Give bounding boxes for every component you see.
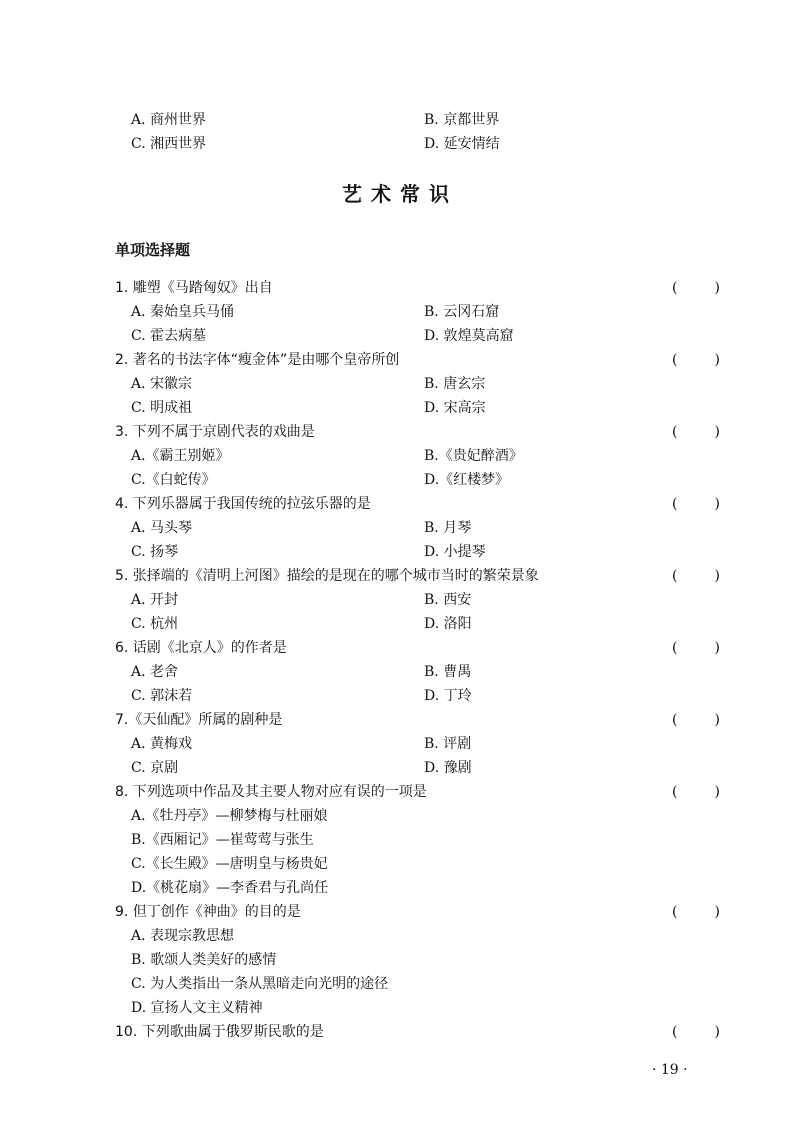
option-d: D. 小提琴 (424, 544, 486, 560)
option-d: D. 豫剧 (424, 760, 472, 776)
question-row: 3. 下列不属于京剧代表的戏曲是 ( ) (0, 420, 800, 444)
option-d: D. 宣扬人文主义精神 (131, 1000, 263, 1016)
option-c: C. 杭州 (131, 616, 179, 632)
option-row (0, 660, 800, 684)
option-row (0, 516, 800, 540)
option-row (0, 588, 800, 612)
option-row (0, 444, 800, 468)
option-row (0, 324, 800, 348)
option-c: C. 京剧 (131, 760, 179, 776)
question-row: 7.《天仙配》所属的剧种是 ( ) (0, 708, 800, 732)
option-c: C. 明成祖 (131, 400, 193, 416)
option-d: D. 丁玲 (424, 688, 472, 704)
option-c: C.《白蛇传》 (131, 472, 216, 488)
question-stem: 7.《天仙配》所属的剧种是 (115, 712, 283, 728)
option-row (0, 684, 800, 708)
subsection-title: 单项选择题 (115, 241, 191, 259)
option-d: D. 延安情结 (424, 136, 500, 152)
option-b: B. 月琴 (424, 520, 472, 536)
option-b: B.《贵妃醉酒》 (424, 448, 523, 464)
question-stem: 3. 下列不属于京剧代表的戏曲是 (115, 424, 315, 440)
option-d: D. 宋高宗 (424, 400, 486, 416)
question-row: 6. 话剧《北京人》的作者是 ( ) (0, 636, 800, 660)
option-a: A.《牡丹亭》—柳梦梅与杜丽娘 (131, 808, 328, 824)
prev-option-row (0, 132, 800, 156)
question-stem: 5. 张择端的《清明上河图》描绘的是现在的哪个城市当时的繁荣景象 (115, 568, 539, 584)
option-a: A. 表现宗教思想 (131, 928, 235, 944)
question-row: 10. 下列歌曲属于俄罗斯民歌的是 ( ) (0, 1020, 800, 1044)
option-d: D. 洛阳 (424, 616, 472, 632)
option-row (0, 612, 800, 636)
question-row: 1. 雕塑《马踏匈奴》出自 ( ) (0, 276, 800, 300)
question-row: 8. 下列选项中作品及其主要人物对应有误的一项是 ( ) (0, 780, 800, 804)
option-row (0, 372, 800, 396)
option-a: A. 开封 (131, 592, 179, 608)
option-c: C. 为人类指出一条从黑暗走向光明的途径 (131, 976, 389, 992)
option-a: A.《霸王别姬》 (131, 448, 230, 464)
option-b: B. 歌颂人类美好的感情 (131, 952, 277, 968)
option-d: D.《桃花扇》—李香君与孔尚任 (131, 880, 329, 896)
option-a: A. 宋徽宗 (131, 376, 193, 392)
option-d: D.《红楼梦》 (424, 472, 510, 488)
option-b: B. 西安 (424, 592, 472, 608)
question-stem: 4. 下列乐器属于我国传统的拉弦乐器的是 (115, 496, 371, 512)
option-c: C.《长生殿》—唐明皇与杨贵妃 (131, 856, 328, 872)
option-a: A. 商州世界 (131, 112, 207, 128)
option-c: C. 霍去病墓 (131, 328, 207, 344)
option-a: A. 黄梅戏 (131, 736, 193, 752)
option-a: A. 老舍 (131, 664, 179, 680)
question-stem: 10. 下列歌曲属于俄罗斯民歌的是 (115, 1024, 324, 1040)
option-row (0, 396, 800, 420)
option-c: C. 湘西世界 (131, 136, 207, 152)
question-row: 4. 下列乐器属于我国传统的拉弦乐器的是 ( ) (0, 492, 800, 516)
option-b: B. 云冈石窟 (424, 304, 500, 320)
option-c: C. 扬琴 (131, 544, 179, 560)
option-row (0, 540, 800, 564)
question-stem: 9. 但丁创作《神曲》的目的是 (115, 904, 301, 920)
option-b: B. 京都世界 (424, 112, 500, 128)
page-number: · 19 · (652, 1062, 688, 1078)
question-row: 9. 但丁创作《神曲》的目的是 ( ) (0, 900, 800, 924)
question-row: 5. 张择端的《清明上河图》描绘的是现在的哪个城市当时的繁荣景象 ( ) (0, 564, 800, 588)
option-row (0, 468, 800, 492)
prev-option-row (0, 108, 800, 132)
section-title: 艺术常识 (342, 182, 458, 206)
option-row (0, 732, 800, 756)
question-stem: 2. 著名的书法字体“瘦金体”是由哪个皇帝所创 (115, 352, 400, 368)
option-row (0, 300, 800, 324)
option-b: B. 唐玄宗 (424, 376, 486, 392)
option-a: A. 秦始皇兵马俑 (131, 304, 235, 320)
option-b: B.《西厢记》—崔莺莺与张生 (131, 832, 314, 848)
question-stem: 8. 下列选项中作品及其主要人物对应有误的一项是 (115, 784, 427, 800)
option-b: B. 曹禺 (424, 664, 472, 680)
question-stem: 6. 话剧《北京人》的作者是 (115, 640, 287, 656)
option-b: B. 评剧 (424, 736, 472, 752)
option-row (0, 756, 800, 780)
option-a: A. 马头琴 (131, 520, 193, 536)
option-c: C. 郭沫若 (131, 688, 193, 704)
question-stem: 1. 雕塑《马踏匈奴》出自 (115, 280, 273, 296)
question-row: 2. 著名的书法字体“瘦金体”是由哪个皇帝所创 ( ) (0, 348, 800, 372)
option-d: D. 敦煌莫高窟 (424, 328, 514, 344)
